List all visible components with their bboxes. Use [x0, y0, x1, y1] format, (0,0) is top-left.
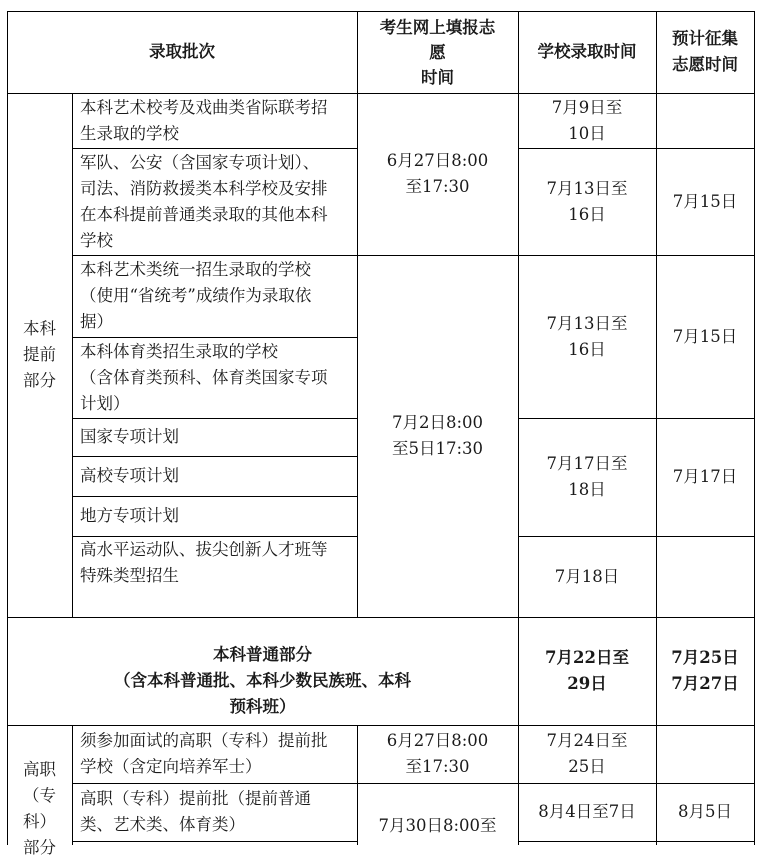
batch-row-sports: 本科体育类招生录取的学校 （含体育类预科、体育类国家专项 计划） [80, 341, 328, 413]
gaozhi-fill-early-batch: 7月30日8:00至 [378, 816, 497, 835]
gaozhi-label: 高职 （专 科） 部分 [23, 760, 56, 855]
table-border-top [7, 11, 755, 12]
gaozhi-row-early-batch: 高职（专科）提前批（提前普通 类、艺术类、体育类） [80, 789, 311, 834]
collect-art-sports: 7月15日 [672, 326, 738, 346]
collect-art-school-exam [656, 93, 754, 148]
table-border-right [754, 11, 755, 845]
header-fill-time: 考生网上填报志 愿 时间 [379, 17, 496, 87]
collect-special-plans: 7月17日 [672, 467, 738, 486]
header-admission-time: 学校录取时间 [537, 42, 637, 61]
row-line-783-name [72, 783, 755, 784]
row-line-617 [7, 617, 755, 618]
row-line-255 [72, 255, 755, 256]
benke-putong-label: 本科普通部分 （含本科普通批、本科少数民族班、本科 预科班） [114, 645, 411, 716]
benke-putong-admission: 7月22日至 29日 [545, 648, 629, 693]
batch-row-national-special: 国家专项计划 [80, 427, 179, 446]
batch-row-local-special: 地方专项计划 [80, 506, 179, 525]
batch-row-art-unified: 本科艺术类统一招生录取的学校 （使用“省统考”成绩作为录取依 据） [80, 260, 312, 331]
col-divider-label [72, 93, 73, 617]
gaozhi-admission-early-batch: 8月4日至7日 [538, 802, 636, 821]
fill-time-a: 6月27日8:00 至17:30 [386, 151, 489, 196]
col-divider-fill-lower [357, 725, 358, 845]
row-line-148-right [518, 148, 755, 149]
row-line-536-name [72, 536, 357, 537]
batch-row-art-school-exam: 本科艺术校考及戏曲类省际联考招 生录取的学校 [80, 97, 328, 143]
admission-art-sports: 7月13日至 16日 [546, 313, 628, 359]
benke-tiqian-label: 本科 提前 部分 [23, 319, 56, 390]
batch-row-university-special: 高校专项计划 [80, 466, 179, 485]
table-border-left [7, 11, 8, 845]
gaozhi-collect-interview [656, 725, 754, 783]
col-divider-label-gaozhi [72, 725, 73, 845]
col-divider-fill-right [518, 11, 519, 845]
row-line-418-name [72, 418, 357, 419]
row-line-496 [72, 496, 357, 497]
gaozhi-admission-interview: 7月24日至 25日 [546, 731, 628, 776]
benke-putong-collect: 7月25日 7月27日 [671, 648, 739, 693]
col-divider-admission-right [656, 11, 657, 845]
row-line-536-right [518, 536, 755, 537]
batch-row-special-types: 高水平运动队、拔尖创新人才班等 特殊类型招生 [80, 540, 328, 585]
admission-art-school-exam: 7月9日至 10日 [551, 97, 623, 143]
row-line-841-name [72, 841, 357, 842]
gaozhi-fill-interview: 6月27日8:00 至17:30 [386, 731, 489, 776]
row-line-337 [72, 337, 357, 338]
row-line-148-name [72, 148, 357, 149]
fill-time-b: 7月2日8:00 至5日17:30 [391, 413, 484, 458]
admission-special-types: 7月18日 [554, 566, 620, 586]
collect-special-types [656, 536, 754, 617]
collect-military-police: 7月15日 [672, 191, 738, 211]
row-line-418-right [518, 418, 755, 419]
header-collect-time: 预计征集 志愿时间 [672, 29, 738, 74]
header-bottom-line [7, 93, 755, 94]
header-batch: 录取批次 [149, 42, 215, 61]
admission-military-police: 7月13日至 16日 [546, 178, 628, 224]
row-line-456 [72, 456, 357, 457]
admission-special-plans: 7月17日至 18日 [546, 454, 628, 499]
gaozhi-row-interview: 须参加面试的高职（专科）提前批 学校（含定向培养军士） [80, 731, 328, 776]
batch-row-military-police: 军队、公安（含国家专项计划）、 司法、消防救援类本科学校及安排 在本科提前普通类录取的其他本科 学校 [80, 152, 328, 250]
row-line-841-right [518, 841, 755, 842]
gaozhi-collect-early-batch: 8月5日 [678, 802, 732, 821]
col-divider-fill-upper [357, 11, 358, 617]
row-line-725 [7, 725, 755, 726]
